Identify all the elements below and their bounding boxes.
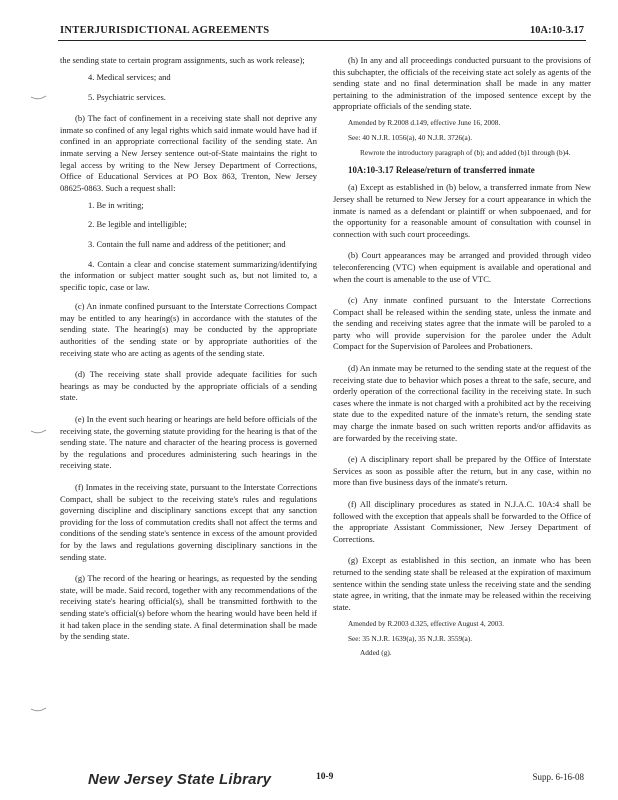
- amendment-line: Amended by R.2003 d.325, effective August 4, 2003.: [348, 618, 504, 628]
- right-column: [333, 55, 591, 666]
- section-paragraph-f: (f) All disciplinary procedures as stated in N.J.A.C. 10A:4 shall be followed with the exception that appeals shall be forwarded to the Office of the appropriate Assistant Commissioner, New Jersey Department of Corrections.: [333, 499, 591, 544]
- amendment-line: Amended by R.2008 d.149, effective June 16, 2008.: [348, 118, 501, 128]
- paragraph-h: (h) In any and all proceedings conducted pursuant to the provisions of this subchapter, the officials of the receiving state act solely as agents of the sending state and no final determination shall be made in any matter pertaining to the administration of the imposed sentence except by the appropriate officials of the sending state.: [333, 55, 591, 112]
- amendment-description: Rewrote the introductory paragraph of (b); and added (b)1 through (b)4.: [360, 147, 571, 157]
- list-item-b1: 1. Be in writing;: [88, 199, 144, 210]
- section-paragraph-g: (g) Except as established in this section, an inmate who has been returned to the sending state shall be released at the expiration of maximum sentence within the sending state unless the receiving state and the sending state agree, in writing, that the inmate may be released within the receiving state.: [333, 555, 591, 612]
- paragraph-b: (b) The fact of confinement in a receiving state shall not deprive any inmate so confined of any legal rights which said inmate would have had if confined in an appropriate correctional facility of the sending state. An inmate serving a New Jersey sentence out-of-State maintains the right to legal access by writing to the New Jersey Department of Corrections, Office of Educational Services at PO Box 863, Trenton, New Jersey 08625-0863. Such a request shall:: [60, 113, 317, 193]
- section-title: 10A:10-3.17 Release/return of transferred inmate: [348, 165, 535, 176]
- margin-scan-mark: [30, 428, 48, 436]
- amendment-description: Added (g).: [360, 648, 392, 658]
- amendment-citation: See: 35 N.J.R. 1639(a), 35 N.J.R. 3559(a).: [348, 633, 473, 643]
- header-rule: [58, 40, 586, 41]
- list-item-b4: 4. Contain a clear and concise statement summarizing/identifying the information or subject matter sought such as, but not limited to, a specific topic, case or law.: [60, 258, 317, 292]
- margin-scan-mark: [30, 94, 48, 102]
- paragraph-c: (c) An inmate confined pursuant to the Interstate Corrections Compact may be entitled to any hearing(s) in accordance with the statutes of the sending state. The hearing(s) may be conducted by the appropriate authorities of the sending state or by appropriate authorities of the receiving state who are acting as agents of the sending state.: [60, 301, 317, 358]
- section-paragraph-a: (a) Except as established in (b) below, a transferred inmate from New Jersey shall be returned to New Jersey for a court appearance in which the inmate is named as a defendant or plaintiff or when subpoenaed, and for the opportunity for a reasonable amount of consultation with counsel in connection with such court proceedings.: [333, 182, 591, 239]
- paragraph-a-continuation: the sending state to certain program assignments, such as work release);: [60, 55, 305, 65]
- list-item-b3: 3. Contain the full name and address of the petitioner; and: [88, 238, 286, 249]
- list-item-b2: 2. Be legible and intelligible;: [88, 219, 187, 230]
- left-column: [60, 55, 317, 648]
- amendment-note-1: [333, 118, 591, 157]
- section-paragraph-b: (b) Court appearances may be arranged and provided through video teleconferencing (VTC) when equipment is available and operational and when the court is amenable to the use of VTC.: [333, 250, 591, 284]
- section-paragraph-e: (e) A disciplinary report shall be prepared by the Office of Interstate Services as soon as possible after the return, but in any case, within no more than five business days of the inmate's return.: [333, 454, 591, 488]
- running-header-title: INTERJURISDICTIONAL AGREEMENTS: [60, 25, 270, 36]
- margin-scan-mark: [30, 706, 48, 714]
- list-item-5: 5. Psychiatric services.: [88, 91, 166, 102]
- running-header-section: 10A:10-3.17: [530, 25, 584, 36]
- section-paragraph-c: (c) Any inmate confined pursuant to the Interstate Corrections Compact shall be released within the sending state, unless the inmate and the sending and receiving states agree that the inmate will be paroled to a party who will provide supervision for the parolee under the Adult Compact for the Supervision of Parolees and Probationers.: [333, 295, 591, 352]
- paragraph-g: (g) The record of the hearing or hearings, as requested by the sending state, will be made. Said record, together with any recommendations of the receiving state's hearing official(s), shall be transmitted forthwith to the sending state's official(s) before whom the hearing would have been held if it had taken place in the sending state. A final determination shall be made by the sending state.: [60, 573, 317, 642]
- amendment-note-2: [333, 619, 591, 658]
- paragraph-e: (e) In the event such hearing or hearings are held before officials of the receiving state, the governing statute providing for the hearing is that of the sending state. The nature and character of the hearing process is governed by the regulations and procedures administering such hearings in the receiving state.: [60, 414, 317, 471]
- section-paragraph-d: (d) An inmate may be returned to the sending state at the request of the receiving state due to behavior which poses a threat to the safe, secure, and orderly operation of the correctional facility in the receiving state. In such cases where the inmate is not charged with a prohibited act by the receiving state due to the expedited nature of the inmate's return, the sending state may charge the inmate based on such written reports and/or affidavits as are forwarded by the receiving state.: [333, 363, 591, 443]
- page-number: 10-9: [316, 772, 334, 782]
- paragraph-f: (f) Inmates in the receiving state, pursuant to the Interstate Corrections Compact, shall be subject to the receiving state's rules and regulations governing discipline and disciplinary sanctions except that any sanction providing for the loss of commutation credits shall not affect the terms and conditions of the sending state's sentence in excess of the amount provided for by the laws and regulations governing disciplinary sanctions in the sending state.: [60, 482, 317, 562]
- amendment-citation: See: 40 N.J.R. 1056(a), 40 N.J.R. 3726(a).: [348, 133, 473, 143]
- list-item-4: 4. Medical services; and: [88, 71, 171, 82]
- library-stamp: New Jersey State Library: [88, 771, 272, 788]
- supplement-date: Supp. 6-16-08: [532, 772, 584, 782]
- paragraph-d: (d) The receiving state shall provide adequate facilities for such hearings as may be conducted by the appropriate officials of a sending state.: [60, 369, 317, 403]
